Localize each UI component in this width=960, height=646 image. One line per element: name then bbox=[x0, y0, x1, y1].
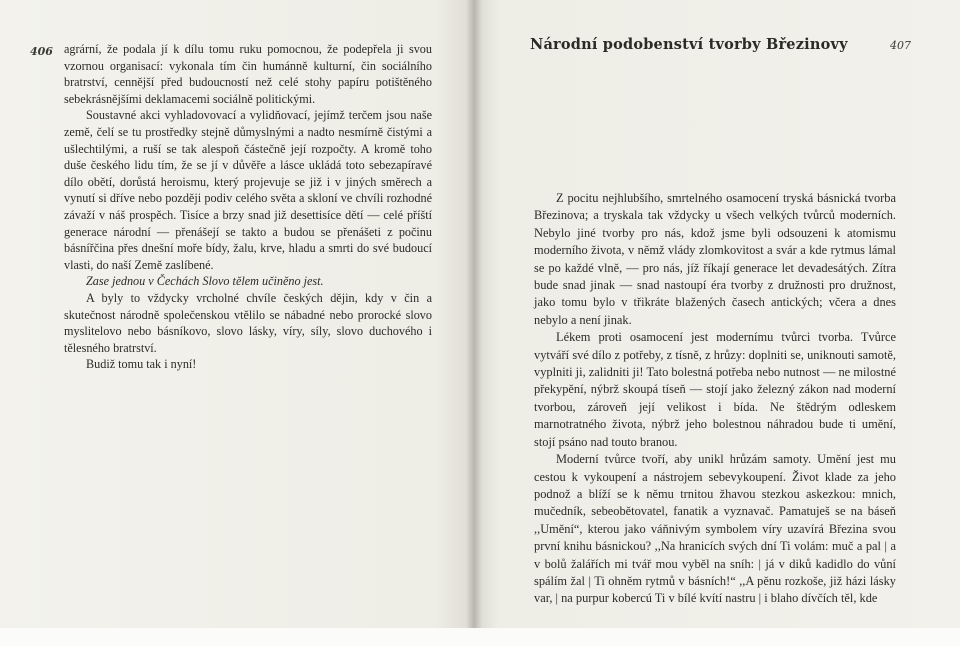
page-number: 406 bbox=[30, 45, 53, 58]
paragraph: Budiž tomu tak i nyní! bbox=[86, 357, 197, 372]
page-bottom-edge bbox=[0, 628, 960, 646]
paragraph: Zase jednou v Čechách Slovo tělem učiněno jest. bbox=[86, 274, 324, 289]
paragraph: A byly to vždycky vrcholné chvíle českých dějin, kdy v čin a skutečnost národně společenskou vtělilo se nábadné nebo prorocké slovo myslitelovo nebo básníkovo, slovo lásky, víry, síly, slovo duchového i tělesného bratrství. bbox=[64, 290, 432, 355]
paragraph: Moderní tvůrce tvoří, aby unikl hrůzám samoty. Umění jest mu cestou k vykoupení a nástrojem sebevykoupení. Život klade za jeho podnož a blíží se k němu trnitou žhavou stezkou askezkou: mnich, mučedník, sebeobětovatel, fanatik a vyznavač. Pamatuješ se na báseň ,,Umění“, kterou jako váňnivým symbolem víry uzavírá Březina svou první knihu básnickou? ,,Na hranicích svých dní Ti volám: muč a pal | a v bolů žalářích mi tvář mou vyběl na sníh: | já v diků kadidlo do vůní spálím žal | Ti ohněm rytmů v básních!“ ,,A pěnu rozkoše, již házi lásky var, | na purpur kobercú Ti v bílé kvítí nastru | i blaho dívčích těl, kde bbox=[534, 452, 896, 606]
chapter-heading: Národní podobenství tvorby Březinovy bbox=[530, 36, 848, 53]
left-page bbox=[0, 0, 474, 646]
paragraph: agrární, že podala jí k dílu tomu ruku pomocnou, že podepřela ji svou vzornou organisací: vykonala tím čin humánně kulturní, čin sociálního bratrství, cennější před budoucností než celé stohy papíru potištěného sebekrásnějšími deklamacemi sociálně politickými. bbox=[64, 42, 432, 106]
paragraph: Z pocitu nejhlubšího, smrtelného osamocení tryská básnická tvorba Březinova; a tryskala tak vždycky u všech velkých tvůrců moderních. Nebylo jiné tvorby pro nás, kdož jsme byli odsouzeni k atomismu moderního života, v němž vlády zlomkovitost a svár a kde rytmus lámal se po každé vlně, — pro nás, jíž říkají generace let devadesátých. Zítra bude snad jinak — snad nastoupí éra tvorby z družnosti pro družnost, jako tomu bylo v třikráte blažených časech antických; včera a dnes nebylo a není jinak. bbox=[534, 191, 896, 327]
paragraph: Lékem proti osamocení jest modernímu tvůrci tvorba. Tvůrce vytváří své dílo z potřeby, z tísně, z hrůzy: doplniti se, uniknouti samotě, vyplniti ji, zalidniti ji! Tato bolestná potřeba nebo nutnost — ne milostné překypění, nýbrž skoupá tíseň — stojí jako železný zákon nad moderní tvorbou, zároveň její velikost i bída. Ne štědrým odleskem marnotratného života, nýbrž jeho bolestnou náhradou bude ti umění, stojí psáno nad touto branou. bbox=[534, 330, 896, 449]
right-page bbox=[474, 0, 960, 646]
page-number: 407 bbox=[890, 39, 911, 52]
left-page-body bbox=[64, 41, 432, 373]
paragraph: Soustavné akci vyhladovovací a vylidňovací, jejímž terčem jsou naše země, čelí se tu prostředky stejně důmyslnými a nadto nesmírně čistými a ušlechtilými, a ruší se tak alespoň částečně její rozpočty. A kromě toho duše českého lidu tím, že se jí v důvěře a lásce ukládá toto sebezapíravé dílo obětí, dorůstá heroismu, který projevuje se již i v jiných směrech a vynutí si dříve nebo později podiv celého světa a skloní ve chvíli rozhodné závaží v náš prospěch. Tisíce a brzy snad již desettisíce dětí — celé příští generace národní — přenášejí se takto a budou se přenášeti z počinu básnířčina přes dnešní moře bídy, žalu, krve, hladu a smrti do své budoucí vlasti, do naší Země zaslíbené. bbox=[64, 108, 432, 272]
right-page-body bbox=[534, 190, 896, 608]
book-gutter bbox=[466, 0, 482, 646]
